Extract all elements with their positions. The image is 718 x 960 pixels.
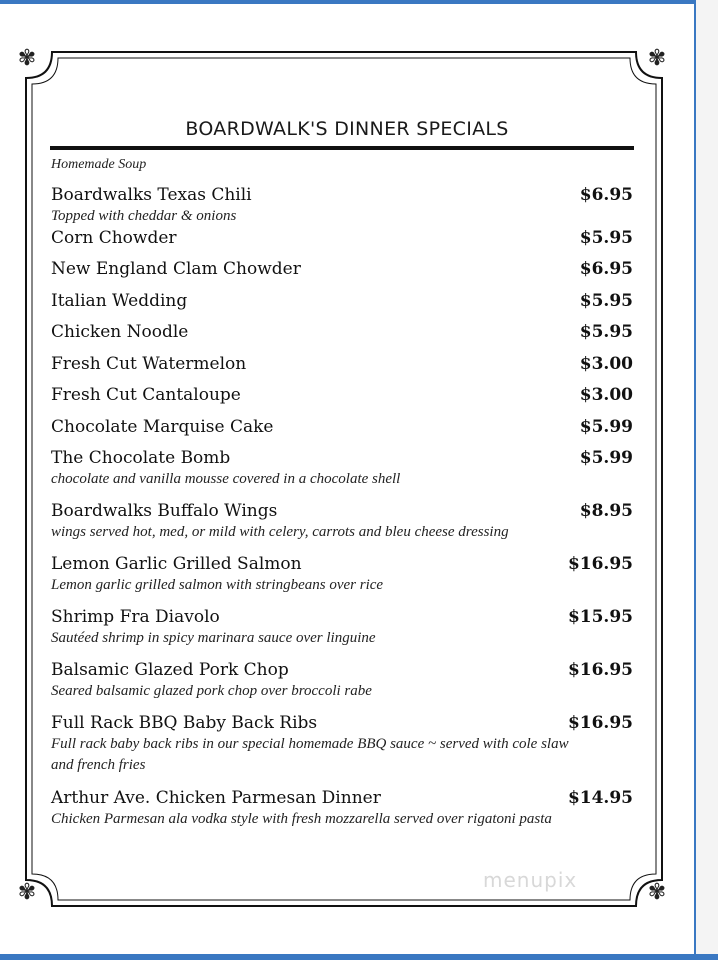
- menu-item: [51, 660, 635, 713]
- item-name: Chocolate Marquise Cake: [51, 417, 274, 437]
- item-name: Fresh Cut Cantaloupe: [51, 385, 241, 405]
- item-name: Arthur Ave. Chicken Parmesan Dinner: [51, 788, 381, 808]
- menu-title: BOARDWALK'S DINNER SPECIALS: [185, 118, 509, 140]
- item-name: Lemon Garlic Grilled Salmon: [51, 554, 302, 574]
- watermark: menupix: [483, 868, 578, 892]
- item-name: Chicken Noodle: [51, 322, 189, 342]
- item-price: $8.95: [579, 501, 633, 521]
- item-description: chocolate and vanilla mousse covered in a chocolate shell: [51, 471, 401, 487]
- item-description: Topped with cheddar & onions: [51, 208, 237, 224]
- menu-page: [0, 4, 694, 954]
- item-price: $5.99: [579, 448, 633, 468]
- item-description: wings served hot, med, or mild with celery, carrots and bleu cheese dressing: [51, 524, 509, 540]
- item-description: Sautéed shrimp in spicy marinara sauce over linguine: [51, 630, 376, 646]
- menu-item: [51, 354, 635, 385]
- item-price: $3.00: [579, 354, 633, 374]
- item-description: Seared balsamic glazed pork chop over broccoli rabe: [51, 683, 372, 699]
- item-name: Balsamic Glazed Pork Chop: [51, 660, 289, 680]
- item-price: $16.95: [567, 713, 633, 733]
- menu-item: [51, 185, 635, 228]
- item-price: $6.95: [579, 185, 633, 205]
- item-name: Fresh Cut Watermelon: [51, 354, 247, 374]
- menu-items-list: [51, 185, 635, 841]
- item-name: Italian Wedding: [51, 291, 188, 311]
- menu-item: [51, 417, 635, 448]
- menu-item: [51, 385, 635, 417]
- title-divider: [50, 146, 634, 150]
- menu-item: [51, 291, 635, 322]
- item-name: Boardwalks Texas Chili: [51, 185, 252, 205]
- item-price: $3.00: [579, 385, 633, 405]
- item-price: $6.95: [579, 259, 633, 279]
- item-description: Full rack baby back ribs in our special homemade BBQ sauce ~ served with cole slaw and french fries: [51, 736, 569, 773]
- item-name: Boardwalks Buffalo Wings: [51, 501, 278, 521]
- section-heading: Homemade Soup: [51, 157, 147, 172]
- menu-item: [51, 448, 635, 501]
- item-name: Full Rack BBQ Baby Back Ribs: [51, 713, 318, 733]
- menu-item: [51, 228, 635, 259]
- item-name: The Chocolate Bomb: [51, 448, 231, 468]
- menu-item: [51, 607, 635, 660]
- item-price: $5.95: [579, 291, 633, 311]
- item-price: $16.95: [567, 660, 633, 680]
- fleuron-ornament-icon: ✾: [17, 46, 37, 71]
- bottom-edge: [0, 954, 718, 960]
- item-price: $16.95: [567, 554, 633, 574]
- menu-item: [51, 322, 635, 354]
- item-description: Chicken Parmesan ala vodka style with fresh mozzarella served over rigatoni pasta: [51, 811, 552, 827]
- right-edge: [694, 0, 718, 960]
- item-name: Shrimp Fra Diavolo: [51, 607, 220, 627]
- fleuron-ornament-icon: ✾: [17, 880, 37, 905]
- menu-item: [51, 501, 635, 554]
- fleuron-ornament-icon: ✾: [647, 46, 667, 71]
- menu-item: [51, 788, 635, 841]
- item-name: Corn Chowder: [51, 228, 177, 248]
- fleuron-ornament-icon: ✾: [647, 880, 667, 905]
- item-price: $5.95: [579, 322, 633, 342]
- menu-item: [51, 259, 635, 291]
- item-price: $15.95: [567, 607, 633, 627]
- item-description: Lemon garlic grilled salmon with stringbeans over rice: [51, 577, 384, 593]
- item-name: New England Clam Chowder: [51, 259, 301, 279]
- item-price: $14.95: [567, 788, 633, 808]
- menu-item: [51, 554, 635, 607]
- menu-item: [51, 713, 635, 788]
- item-price: $5.95: [579, 228, 633, 248]
- item-price: $5.99: [579, 417, 633, 437]
